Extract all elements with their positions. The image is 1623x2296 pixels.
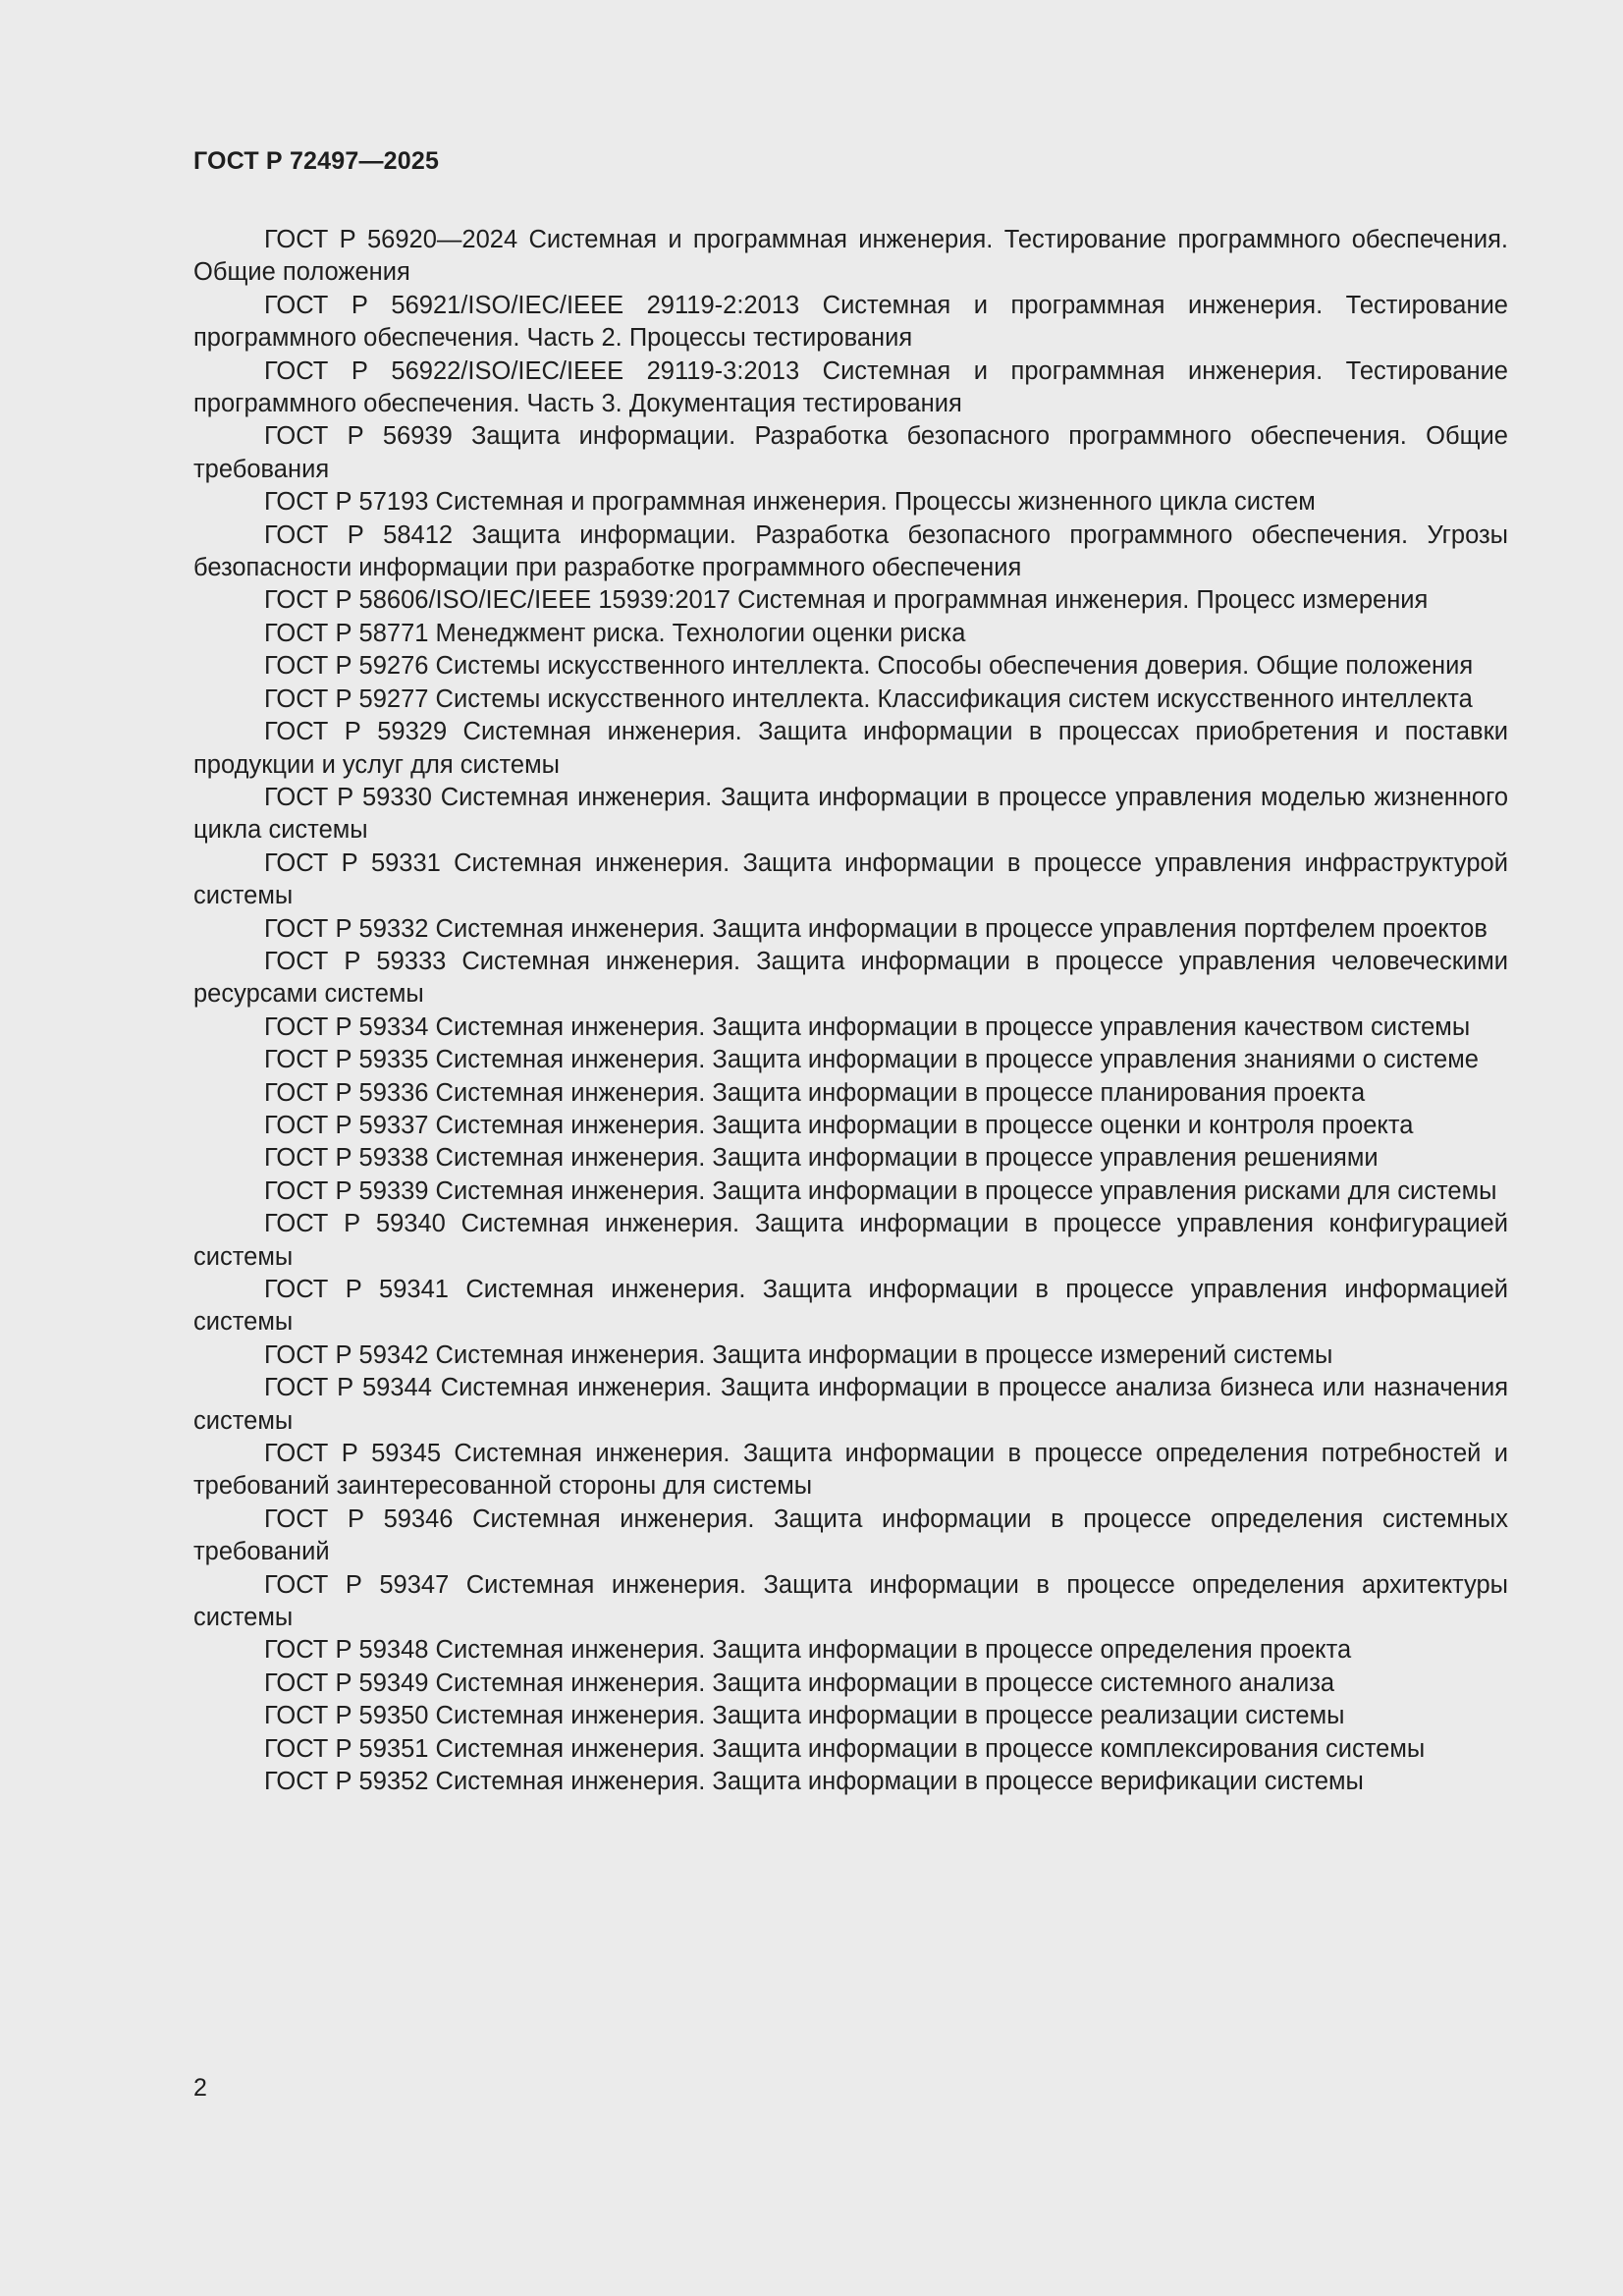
reference-item: ГОСТ Р 59339 Системная инженерия. Защита информации в процессе управления рисками для системы [264, 1176, 1497, 1205]
reference-item: ГОСТ Р 59345 Системная инженерия. Защита информации в процессе определения потребностей и требований заинтересованной стороны для системы [193, 1440, 1508, 1501]
reference-item: ГОСТ Р 56921/ISO/IEC/IEEE 29119-2:2013 Системная и программная инженерия. Тестирование программного обеспечения. Часть 2. Процессы тестирования [193, 291, 1508, 353]
reference-item: ГОСТ Р 59350 Системная инженерия. Защита информации в процессе реализации системы [264, 1702, 1345, 1730]
document-header: ГОСТ Р 72497—2025 [193, 147, 440, 175]
reference-item: ГОСТ Р 59342 Системная инженерия. Защита информации в процессе измерений системы [264, 1340, 1333, 1369]
reference-item: ГОСТ Р 56939 Защита информации. Разработка безопасного программного обеспечения. Общие требования [193, 422, 1508, 483]
reference-item: ГОСТ Р 59346 Системная инженерия. Защита информации в процессе определения системных требований [193, 1504, 1508, 1566]
reference-item: ГОСТ Р 56920—2024 Системная и программная инженерия. Тестирование программного обеспечения. Общие положения [193, 226, 1508, 287]
reference-item: ГОСТ Р 59331 Системная инженерия. Защита информации в процессе управления инфраструктурой системы [193, 848, 1508, 910]
page-number: 2 [193, 2074, 207, 2102]
reference-item: ГОСТ Р 59340 Системная инженерия. Защита информации в процессе управления конфигурацией системы [193, 1210, 1508, 1271]
reference-item: ГОСТ Р 59336 Системная инженерия. Защита информации в процессе планирования проекта [264, 1078, 1366, 1107]
reference-item: ГОСТ Р 59341 Системная инженерия. Защита информации в процессе управления информацией системы [193, 1276, 1508, 1337]
reference-item: ГОСТ Р 59348 Системная инженерия. Защита информации в процессе определения проекта [264, 1636, 1352, 1665]
reference-item: ГОСТ Р 59276 Системы искусственного интеллекта. Способы обеспечения доверия. Общие положения [264, 652, 1474, 681]
reference-item: ГОСТ Р 59329 Системная инженерия. Защита информации в процессах приобретения и поставки продукции и услуг для системы [193, 718, 1508, 779]
reference-item: ГОСТ Р 59352 Системная инженерия. Защита информации в процессе верификации системы [264, 1768, 1364, 1796]
reference-item: ГОСТ Р 59349 Системная инженерия. Защита информации в процессе системного анализа [264, 1668, 1335, 1697]
reference-item: ГОСТ Р 59333 Системная инженерия. Защита информации в процессе управления человеческими ресурсами системы [193, 947, 1508, 1009]
reference-item: ГОСТ Р 56922/ISO/IEC/IEEE 29119-3:2013 Системная и программная инженерия. Тестирование программного обеспечения. Часть 3. Документация тестирования [193, 356, 1508, 418]
reference-item: ГОСТ Р 59338 Системная инженерия. Защита информации в процессе управления решениями [264, 1144, 1379, 1173]
reference-item: ГОСТ Р 58771 Менеджмент риска. Технологии оценки риска [264, 619, 966, 647]
reference-item: ГОСТ Р 59332 Системная инженерия. Защита информации в процессе управления портфелем проектов [264, 914, 1488, 943]
reference-item: ГОСТ Р 59347 Системная инженерия. Защита информации в процессе определения архитектуры системы [193, 1570, 1508, 1632]
reference-item: ГОСТ Р 58606/ISO/IEC/IEEE 15939:2017 Системная и программная инженерия. Процесс измерения [264, 586, 1429, 615]
reference-item: ГОСТ Р 59330 Системная инженерия. Защита информации в процессе управления моделью жизненного цикла системы [193, 783, 1508, 845]
reference-item: ГОСТ Р 59351 Системная инженерия. Защита информации в процессе комплексирования системы [264, 1734, 1426, 1763]
reference-item: ГОСТ Р 57193 Системная и программная инженерия. Процессы жизненного цикла систем [264, 488, 1316, 517]
reference-item: ГОСТ Р 59344 Системная инженерия. Защита информации в процессе анализа бизнеса или назначения системы [193, 1374, 1508, 1435]
normative-references-list [193, 224, 1508, 1799]
reference-item: ГОСТ Р 59337 Системная инженерия. Защита информации в процессе оценки и контроля проекта [264, 1111, 1414, 1139]
reference-item: ГОСТ Р 58412 Защита информации. Разработка безопасного программного обеспечения. Угрозы безопасности информации при разработке программного обеспечения [193, 520, 1508, 582]
reference-item: ГОСТ Р 59334 Системная инженерия. Защита информации в процессе управления качеством системы [264, 1012, 1471, 1041]
reference-item: ГОСТ Р 59277 Системы искусственного интеллекта. Классификация систем искусственного интеллекта [264, 684, 1473, 713]
reference-item: ГОСТ Р 59335 Системная инженерия. Защита информации в процессе управления знаниями о системе [264, 1046, 1479, 1074]
